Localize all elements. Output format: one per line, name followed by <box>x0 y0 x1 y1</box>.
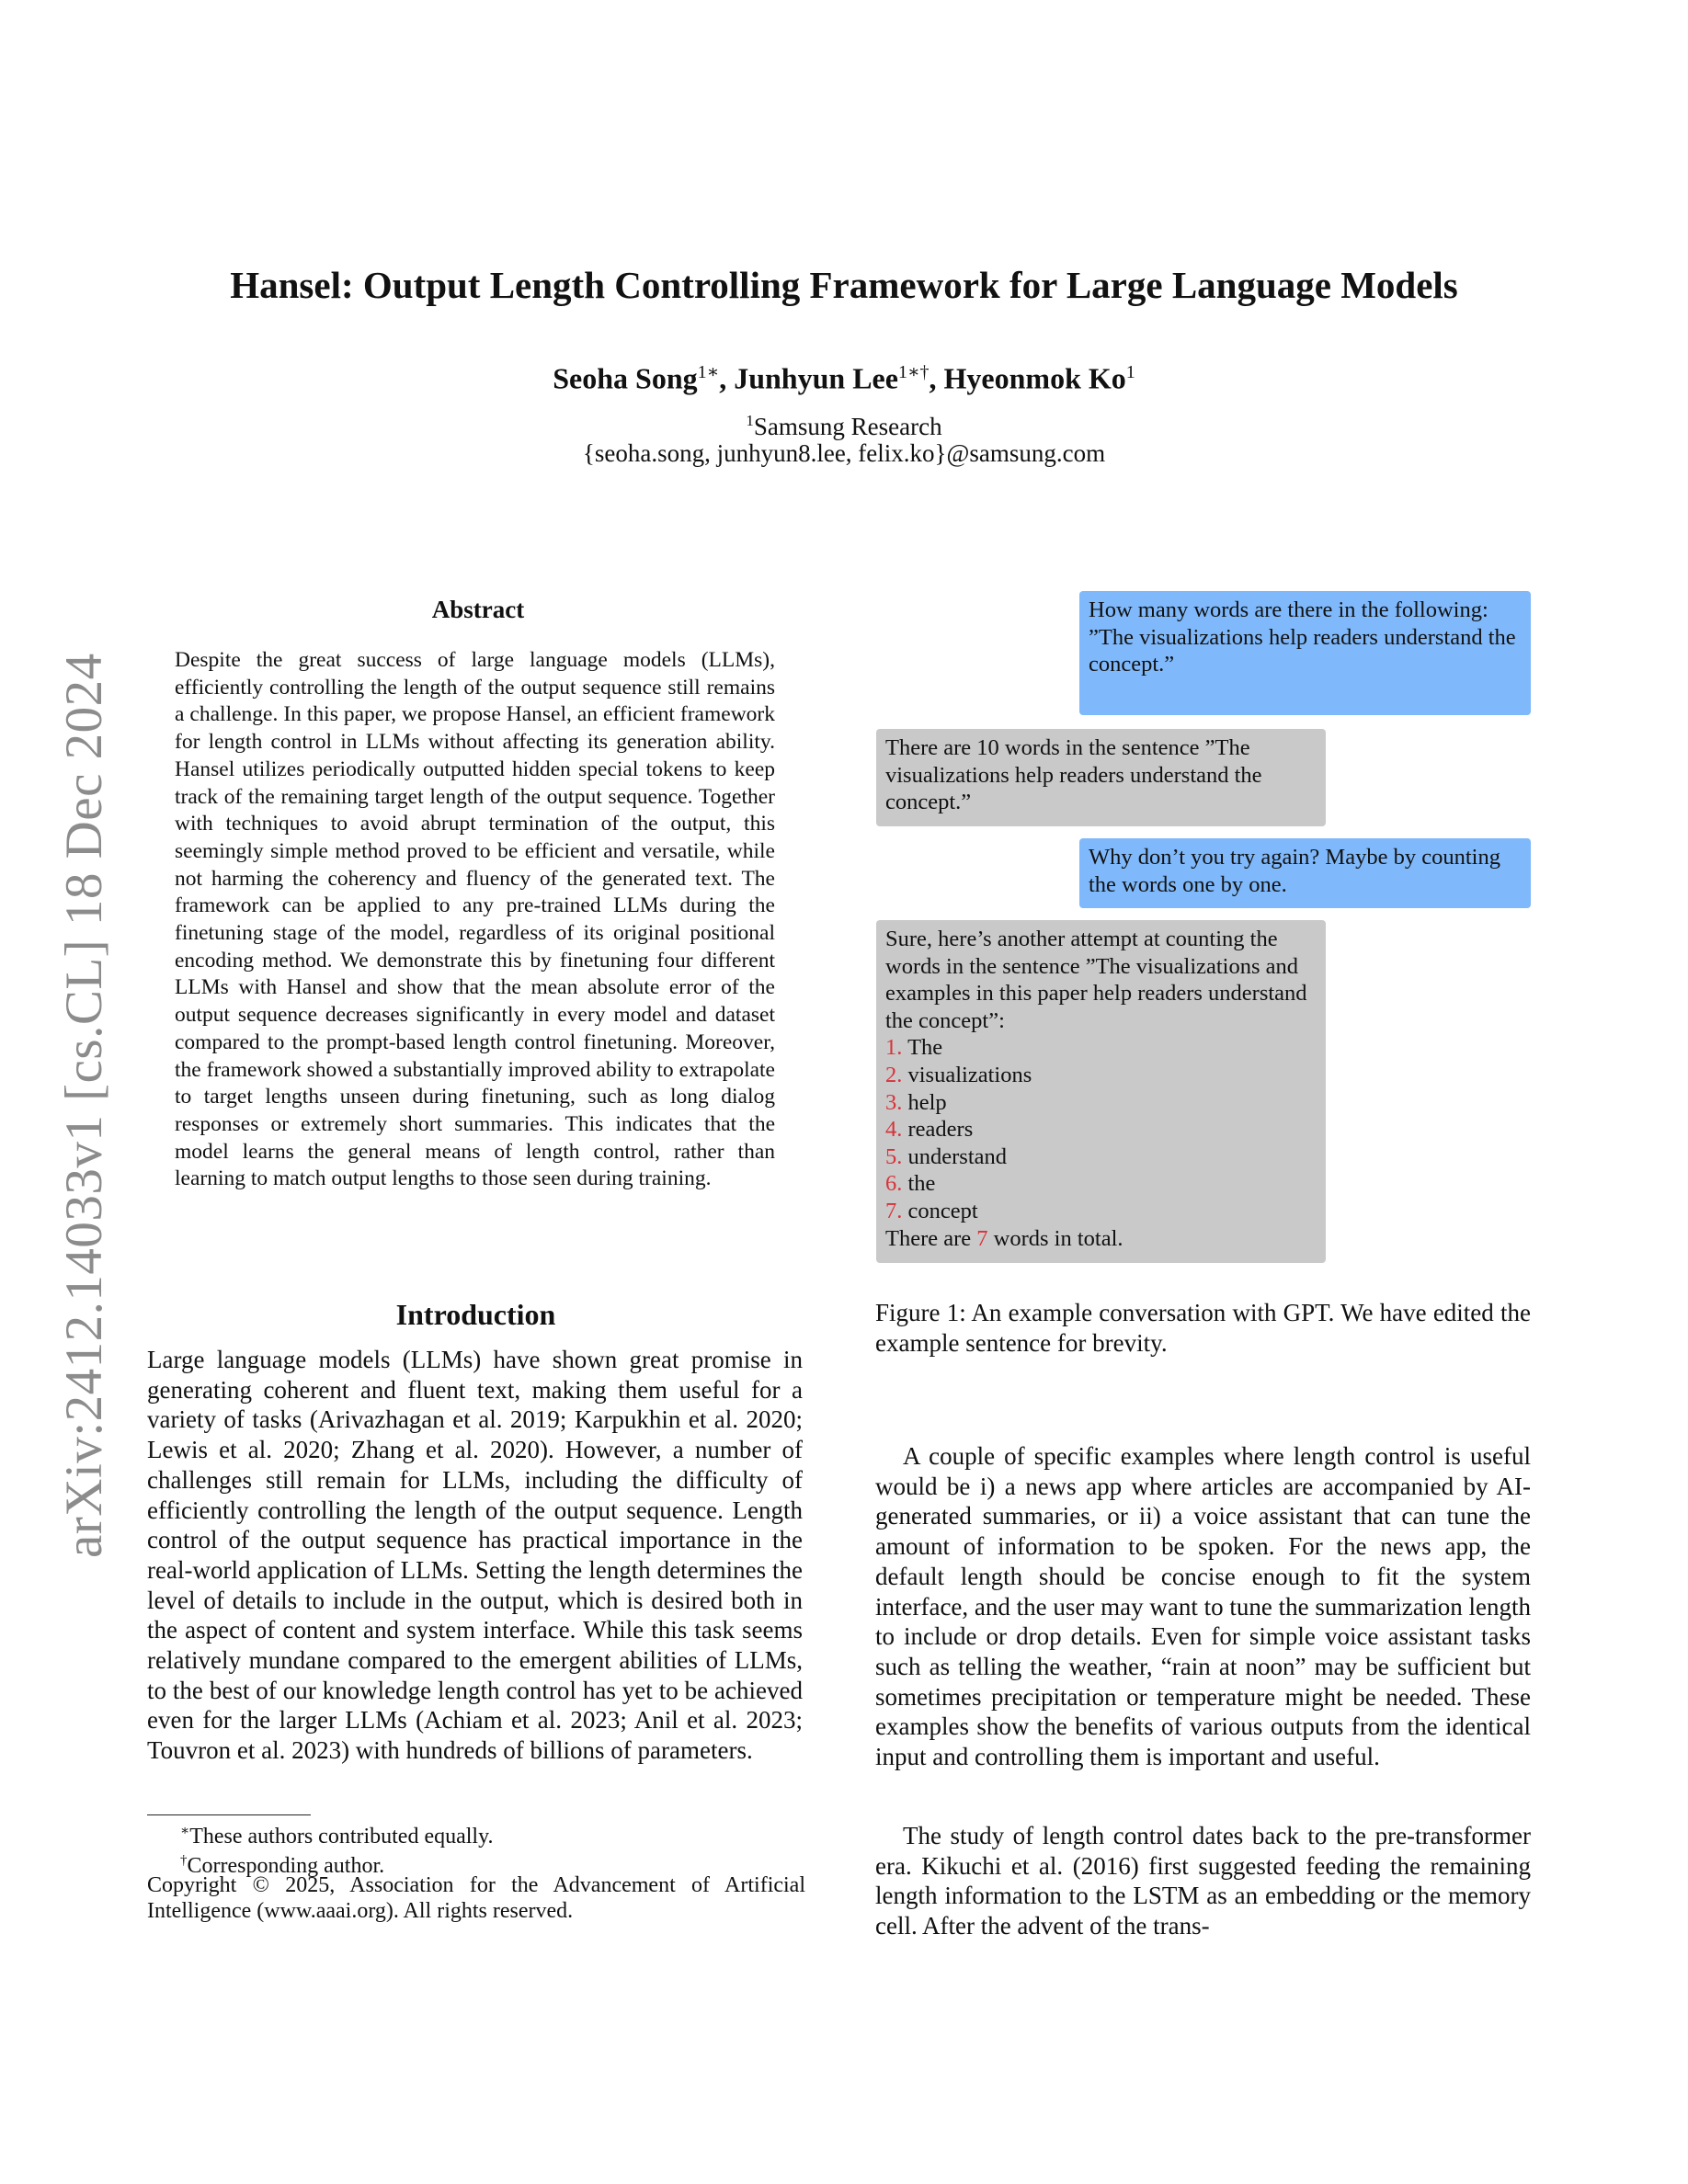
word-number: 4. <box>885 1117 903 1143</box>
word-list-item <box>885 1198 1317 1225</box>
word-list-item <box>885 1089 1317 1117</box>
word-text: readers <box>907 1117 974 1143</box>
word-number: 1. <box>885 1035 903 1061</box>
footnote <box>147 1818 838 1849</box>
word-text: help <box>907 1089 947 1115</box>
affiliation <box>0 406 1688 441</box>
abstract-heading: Abstract <box>431 596 525 623</box>
paragraph: The study of length control dates back to the pre-transformer era. Kikuchi et al. (2016) first suggested feeding the remaining length information to the LSTM as an embedding or the memory cell. After the advent of the trans- <box>875 1822 1531 1940</box>
word-text: the <box>907 1171 936 1197</box>
total-suffix: words in total. <box>993 1225 1123 1251</box>
footnote-mark: † <box>180 1853 188 1868</box>
word-text: The <box>907 1035 943 1061</box>
user-message-bubble: How many words are there in the following: ”The visualizations help readers understand the concept.” <box>1079 591 1531 715</box>
total-prefix: There are <box>885 1225 972 1251</box>
author-name: Junhyun Lee <box>734 361 898 395</box>
word-list-item <box>885 1062 1317 1089</box>
word-text: concept <box>907 1198 978 1223</box>
footnote-text: These authors contributed equally. <box>189 1825 494 1848</box>
introduction-heading: Introduction <box>395 1298 556 1331</box>
assistant-intro-text: Sure, here’s another attempt at counting the words in the sentence ”The visualizations and examples in this paper help readers understand the concept”: <box>885 927 1307 1033</box>
word-list-item <box>885 1170 1317 1198</box>
paragraph: A couple of specific examples where length control is useful would be i) a news app where articles are accompanied by AI-generated summaries, or ii) a voice assistant that can tune the amount of information to be spoken. For the news app, the default length should be concise enough to fit the system interface, and the user may want to tune the summarization length to include or drop details. Even for simple voice assistant tasks such as telling the weather, “rain at noon” may be sufficient but sometimes precipitation or temperature might be needed. These examples show the benefits of various outputs from the identical input and controlling them is important and useful. <box>875 1442 1532 1771</box>
word-number: 5. <box>885 1143 903 1169</box>
footnote-divider <box>147 1814 311 1815</box>
abstract-text: Despite the great success of large language models (LLMs), efficiently controlling the length of the output sequence still remains a challenge. In this paper, we propose Hansel, an efficient framework for length control in LLMs without affecting its generation ability. Hansel utilizes periodically outputted hidden special tokens to keep track of the remaining target length of the output sequence. Together with techniques to avoid abrupt termination of the output, this seemingly simple method proved to be efficient and versatile, while not harming the coherency and fluency of the generated text. The framework can be applied to any pre-trained LLMs during the finetuning stage of the model, regardless of its original positional encoding method. We demonstrate this by finetuning four different LLMs with Hansel and show that the mean absolute error of the output sequence decreases significantly in every model and dataset compared to the prompt-based length control finetuning. Moreover, the framework showed a substantially improved ability to extrapolate to target lengths unseen during finetuning, such as long dialog responses or extremely short summaries. This indicates that the model learns the general means of length control, rather than learning to match output lengths to those seen during training. <box>175 648 775 1191</box>
word-text: understand <box>907 1143 1007 1169</box>
footnote-text: Corresponding author. <box>187 1854 385 1878</box>
copyright-notice: Copyright © 2025, Association for the Advancement of Artificial Intelligence (www.aaai.org). All rights reserved. <box>147 1873 805 1923</box>
affiliation-mark: 1 <box>746 412 754 429</box>
word-list-item <box>885 1034 1317 1062</box>
arxiv-side-label: arXiv:2412.14033v1 [cs.CL] 18 Dec 2024 <box>55 653 113 1558</box>
figure-caption: Figure 1: An example conversation with GPT. We have edited the example sentence for brevity. <box>875 1299 1531 1357</box>
author-emails: {seoha.song, junhyun8.lee, felix.ko}@samsung.com <box>582 439 1106 467</box>
right-column-text <box>875 1441 1531 1772</box>
user-message-bubble: Why don’t you try again? Maybe by counting the words one by one. <box>1079 838 1531 908</box>
word-text: visualizations <box>907 1062 1032 1087</box>
affiliation-name: Samsung Research <box>753 413 942 440</box>
author-mark: 1∗ <box>697 362 720 382</box>
author-name: Hyeonmok Ko <box>943 361 1126 395</box>
assistant-message-bubble <box>876 920 1326 1263</box>
word-list-item <box>885 1116 1317 1143</box>
assistant-message-bubble: There are 10 words in the sentence ”The visualizations help readers understand the concept.” <box>876 729 1326 826</box>
word-list-item <box>885 1143 1317 1171</box>
total-count: 7 <box>976 1225 988 1251</box>
paper-title: Hansel: Output Length Controlling Framework for Large Language Models <box>230 264 1458 306</box>
right-column-text <box>875 1821 1531 1941</box>
author-name: Seoha Song <box>553 361 698 395</box>
word-number: 2. <box>885 1062 903 1087</box>
author-mark: 1∗† <box>897 362 930 382</box>
word-number: 3. <box>885 1089 903 1115</box>
author-list: Seoha Song$^{1∗}$, Junhyun Lee$^{1∗\dagger}$, Hyeonmok Ko$^1$ <box>553 361 1135 395</box>
author-mark: 1 <box>1125 362 1135 382</box>
word-number: 7. <box>885 1198 903 1223</box>
introduction-text: Large language models (LLMs) have shown great promise in generating coherent and fluent text, making them useful for a variety of tasks (Arivazhagan et al. 2019; Karpukhin et al. 2020; Lewis et al. 2020; Zhang et al. 2020). However, a number of challenges still remain for LLMs, including the difficulty of efficiently controlling the length of the output sequence. Length control of the output sequence has practical importance in the real-world application of LLMs. Setting the length determines the level of details to include in the output, which is desired both in the aspect of content and system interface. While this task seems relatively mundane compared to the emergent abilities of LLMs, to the best of our knowledge length control has yet to be achieved even for the larger LLMs (Achiam et al. 2023; Anil et al. 2023; Touvron et al. 2023) with hundreds of billions of parameters. <box>147 1346 803 1765</box>
footnote-mark: ∗ <box>180 1824 190 1838</box>
word-number: 6. <box>885 1171 903 1197</box>
word-total <box>885 1225 1317 1253</box>
